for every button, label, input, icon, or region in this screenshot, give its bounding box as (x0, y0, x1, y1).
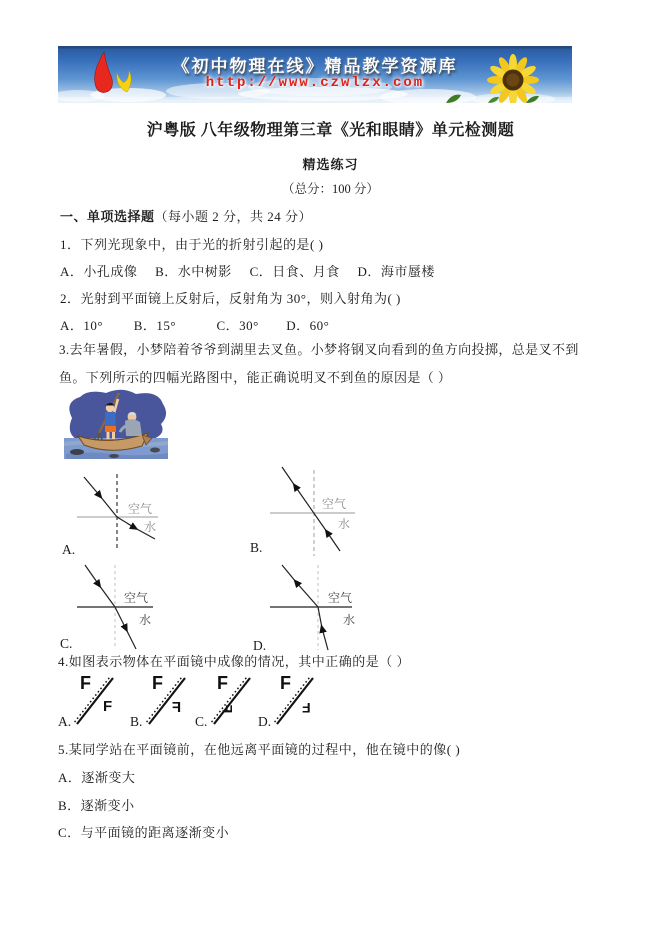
ray-diagram-d (248, 560, 428, 655)
option-letter-d: D. (258, 714, 272, 729)
water-label: 水 (144, 520, 157, 534)
section-heading (60, 206, 312, 225)
object-letter-f: F (80, 673, 91, 693)
q2-option-a: A．10° (60, 318, 104, 333)
image-letter-f: F (103, 698, 113, 715)
question-2-text: 2．光射到平面镜上反射后，反射角为 30°，则入射角为( ) (60, 291, 401, 306)
question-1-options (60, 261, 435, 280)
image-letter-f-rotated: F (302, 700, 311, 716)
air-label: 空气 (328, 591, 353, 605)
mirror-image-options (58, 672, 398, 734)
option-letter-d: D. (253, 638, 267, 653)
option-letter-a: A. (58, 714, 72, 729)
option-letter-c: C. (195, 714, 208, 729)
q1-option-b: B．水中树影 (155, 264, 232, 279)
question-4-text: 4.如图表示物体在平面镜中成像的情况，其中正确的是（ ） (58, 654, 411, 669)
q4-option-d-figure (258, 672, 322, 734)
image-letter-f-transposed: F (219, 704, 236, 714)
ray-diagram-a (60, 468, 235, 558)
boat-fishing-illustration (62, 388, 170, 461)
q1-option-c: C．日食、月食 (249, 264, 340, 279)
subtitle: 精选练习 (302, 157, 359, 172)
water-label: 水 (343, 613, 356, 627)
page-title: 沪粤版 八年级物理第三章《光和眼睛》单元检测题 (146, 122, 515, 139)
object-letter-f: F (152, 673, 163, 693)
air-label: 空气 (322, 497, 347, 511)
q2-option-d: D．60° (286, 318, 330, 333)
ray-diagram-c (60, 560, 235, 652)
question-2-options (60, 315, 329, 334)
section-heading-rest: （每小题 2 分，共 24 分） (154, 209, 313, 224)
question-3-text: 3.去年暑假，小梦陪着爷爷到湖里去叉鱼。小梦将钢叉向看到的鱼方向投掷，总是叉不到鱼。下列所示的四幅光路图中，能正确说明叉不到鱼的原因是（ ） (59, 342, 579, 385)
option-letter-b: B. (250, 540, 263, 555)
q2-option-c: C．30° (216, 318, 259, 333)
site-banner (58, 46, 572, 103)
q2-option-b: B．15° (133, 318, 177, 333)
question-5-text: 5.某同学站在平面镜前，在他远离平面镜的过程中，他在镜中的像( ) (58, 742, 461, 757)
q5-option-b: B．逐渐变小 (58, 798, 135, 813)
option-letter-c: C. (60, 636, 73, 651)
banner-site-title: 《初中物理在线》精品教学资源库 (172, 57, 458, 76)
q4-option-c-figure (195, 672, 259, 734)
object-letter-f: F (217, 673, 228, 693)
air-label: 空气 (124, 591, 149, 605)
object-letter-f: F (280, 673, 291, 693)
q1-option-a: A．小孔成像 (60, 264, 138, 279)
option-letter-a: A. (62, 542, 76, 557)
q4-option-a-figure (58, 672, 122, 734)
air-label: 空气 (128, 502, 153, 516)
water-label: 水 (338, 517, 351, 531)
banner-url-link[interactable]: http://www.czwlzx.com (205, 75, 425, 91)
option-letter-b: B. (130, 714, 143, 729)
image-letter-f-mirrored: F (172, 699, 182, 716)
q5-option-c: C．与平面镜的距离逐渐变小 (58, 825, 230, 840)
q1-option-d: D．海市蜃楼 (357, 264, 435, 279)
total-score-note: （总分：100 分） (282, 182, 379, 196)
q5-option-a: A．逐渐变大 (58, 770, 136, 785)
ray-diagram-b (248, 460, 428, 560)
question-1-text: 1．下列光现象中，由于光的折射引起的是( ) (60, 237, 324, 252)
water-label: 水 (139, 613, 152, 627)
section-heading-bold: 一、单项选择题 (60, 209, 155, 224)
q4-option-b-figure (130, 672, 194, 734)
